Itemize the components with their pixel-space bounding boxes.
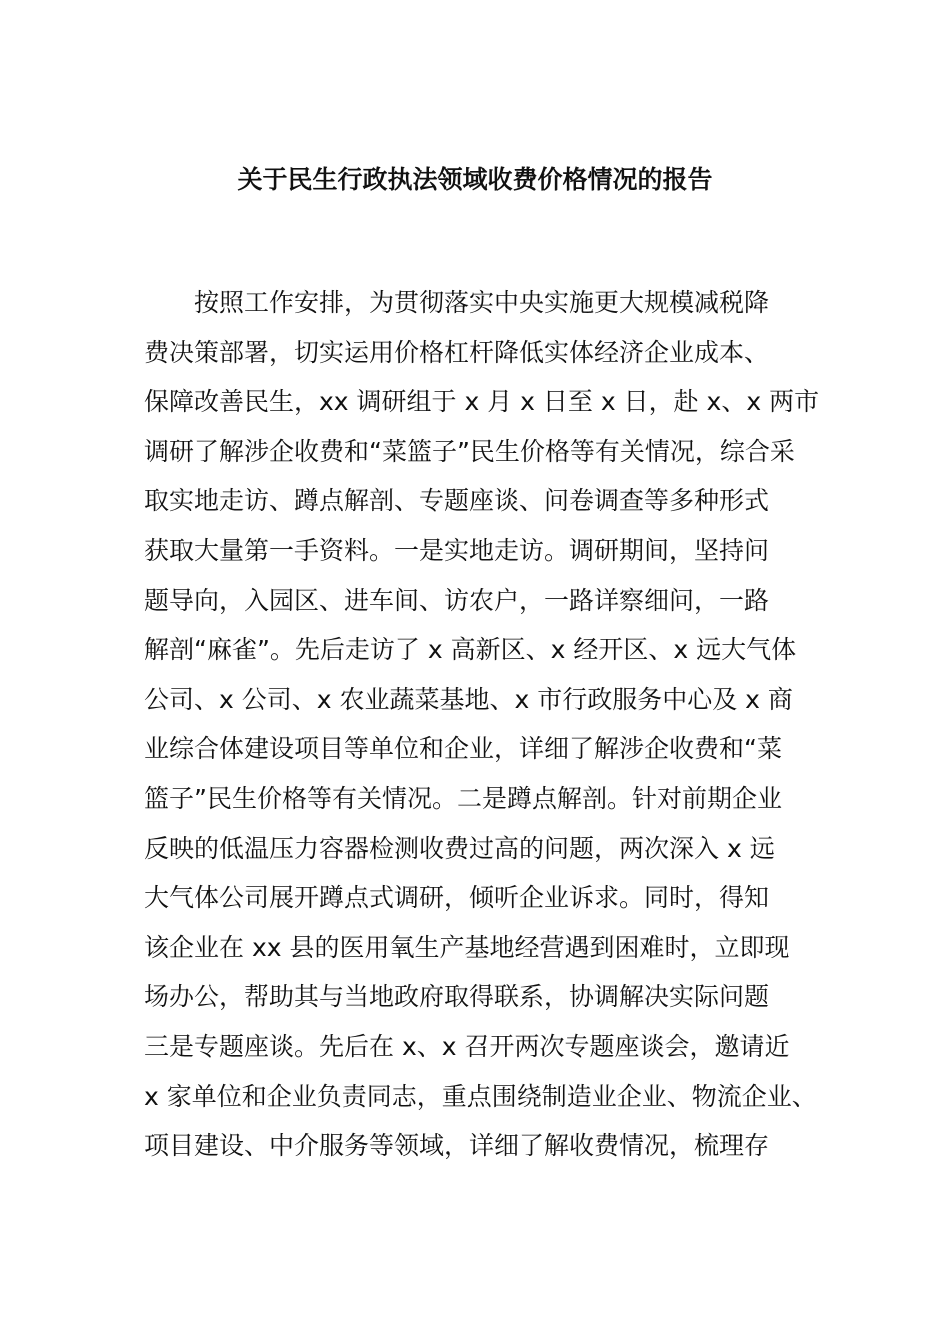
body-line: 大气体公司展开蹲点式调研，倾听企业诉求。同时，得知 <box>144 883 770 913</box>
body-line: 三是专题座谈。先后在 x、x 召开两次专题座谈会，邀请近 <box>144 1031 790 1061</box>
body-line: 费决策部署，切实运用价格杠杆降低实体经济企业成本、 <box>144 337 770 367</box>
document-body <box>144 278 824 1171</box>
body-line: 保障改善民生，xx 调研组于 x 月 x 日至 x 日，赴 x、x 两市 <box>144 387 820 417</box>
body-line: 题导向，入园区、进车间、访农户，一路详察细问，一路 <box>144 585 770 615</box>
body-line: 解剖“麻雀”。先后走访了 x 高新区、x 经开区、x 远大气体 <box>144 635 797 665</box>
body-line: 获取大量第一手资料。一是实地走访。调研期间，坚持问 <box>144 535 770 565</box>
body-line: 项目建设、中介服务等领域，详细了解收费情况，梳理存 <box>144 1131 770 1161</box>
body-line: 该企业在 xx 县的医用氧生产基地经营遇到困难时，立即现 <box>144 932 790 962</box>
body-line: 业综合体建设项目等单位和企业，详细了解涉企收费和“菜 <box>144 734 782 764</box>
body-line: x 家单位和企业负责同志，重点围绕制造业企业、物流企业、 <box>144 1081 817 1111</box>
body-line: 取实地走访、蹲点解剖、专题座谈、问卷调查等多种形式 <box>144 486 770 516</box>
body-line: 公司、x 公司、x 农业蔬菜基地、x 市行政服务中心及 x 商 <box>144 684 793 714</box>
document-title: 关于民生行政执法领域收费价格情况的报告 <box>237 165 713 194</box>
body-line: 反映的低温压力容器检测收费过高的问题，两次深入 x 远 <box>144 833 775 863</box>
body-line: 场办公，帮助其与当地政府取得联系，协调解决实际问题 <box>144 982 770 1012</box>
body-line: 篮子”民生价格等有关情况。二是蹲点解剖。针对前期企业 <box>144 783 782 813</box>
body-line: 按照工作安排，为贯彻落实中央实施更大规模减税降 <box>194 288 770 317</box>
body-line: 调研了解涉企收费和“菜篮子”民生价格等有关情况，综合采 <box>144 436 795 466</box>
